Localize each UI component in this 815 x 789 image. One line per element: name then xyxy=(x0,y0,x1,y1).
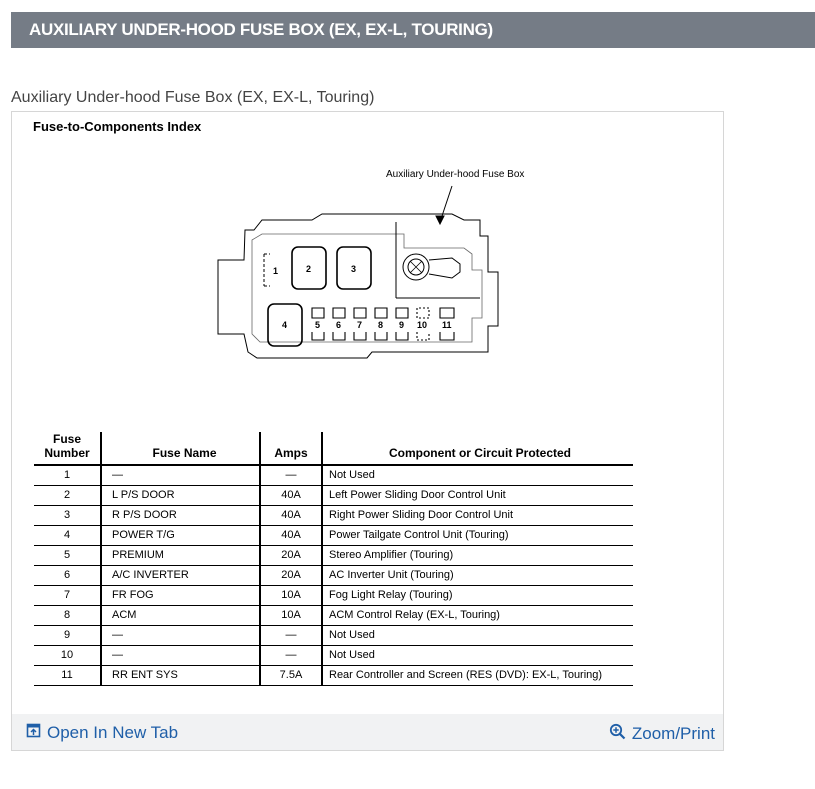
fuse-box-diagram xyxy=(12,112,723,412)
cell-amps: 40A xyxy=(260,526,322,546)
fuse-6-label: 6 xyxy=(336,320,342,330)
fuse-7-label: 7 xyxy=(357,320,363,330)
cell-amps: — xyxy=(260,626,322,646)
cell-name: POWER T/G xyxy=(101,526,260,546)
cell-num: 9 xyxy=(34,626,101,646)
header-fuse-number: Fuse Number xyxy=(34,432,101,465)
zoom-print-label: Zoom/Print xyxy=(631,724,715,743)
table-row xyxy=(34,506,633,526)
cell-name: FR FOG xyxy=(101,586,260,606)
cell-name: PREMIUM xyxy=(101,546,260,566)
fuse-table xyxy=(34,432,633,686)
figure-panel xyxy=(11,111,724,751)
cell-amps: — xyxy=(260,646,322,666)
cell-component: AC Inverter Unit (Touring) xyxy=(322,566,633,586)
header-amps: Amps xyxy=(260,432,322,465)
cell-name: R P/S DOOR xyxy=(101,506,260,526)
table-row xyxy=(34,646,633,666)
cell-component: Stereo Amplifier (Touring) xyxy=(322,546,633,566)
cell-component: Fog Light Relay (Touring) xyxy=(322,586,633,606)
table-row xyxy=(34,546,633,566)
cell-num: 7 xyxy=(34,586,101,606)
cell-component: Right Power Sliding Door Control Unit xyxy=(322,506,633,526)
cell-num: 4 xyxy=(34,526,101,546)
table-row xyxy=(34,486,633,506)
cell-component: Power Tailgate Control Unit (Touring) xyxy=(322,526,633,546)
open-in-new-tab-link[interactable] xyxy=(26,723,178,743)
fuse-2-label: 2 xyxy=(306,264,312,274)
header-fuse-name: Fuse Name xyxy=(101,432,260,465)
fuse-5-label: 5 xyxy=(315,320,321,330)
table-row xyxy=(34,606,633,626)
fuse-1-slot xyxy=(264,254,270,286)
fuse-8-label: 8 xyxy=(378,320,384,330)
cell-num: 10 xyxy=(34,646,101,666)
cell-num: 11 xyxy=(34,666,101,686)
cell-component: Not Used xyxy=(322,626,633,646)
fuse-4-label: 4 xyxy=(282,320,288,330)
cell-amps: 40A xyxy=(260,486,322,506)
figure-image[interactable] xyxy=(12,112,723,714)
fuse-9-label: 9 xyxy=(399,320,405,330)
cell-component: Not Used xyxy=(322,646,633,666)
table-row xyxy=(34,666,633,686)
fuse-1-label: 1 xyxy=(273,266,279,276)
cell-num: 2 xyxy=(34,486,101,506)
cell-amps: 7.5A xyxy=(260,666,322,686)
fuse-11-label: 11 xyxy=(442,320,452,330)
table-header-row xyxy=(34,432,633,465)
open-in-new-tab-icon xyxy=(26,723,41,743)
table-row xyxy=(34,626,633,646)
callout-label: Auxiliary Under-hood Fuse Box xyxy=(386,169,525,180)
section-header xyxy=(11,12,815,48)
magnifier-plus-icon xyxy=(609,723,626,745)
cell-num: 6 xyxy=(34,566,101,586)
table-row xyxy=(34,465,633,486)
cell-name: — xyxy=(101,646,260,666)
cell-amps: 20A xyxy=(260,546,322,566)
figure-title: Fuse-to-Components Index xyxy=(33,119,202,134)
cell-name: ACM xyxy=(101,606,260,626)
cell-amps: 10A xyxy=(260,586,322,606)
figure-caption: Auxiliary Under-hood Fuse Box (EX, EX-L, Touring) xyxy=(11,89,375,106)
cell-amps: — xyxy=(260,465,322,486)
cell-name: — xyxy=(101,465,260,486)
table-row xyxy=(34,566,633,586)
cell-num: 8 xyxy=(34,606,101,626)
cell-num: 5 xyxy=(34,546,101,566)
cell-amps: 10A xyxy=(260,606,322,626)
cell-component: Not Used xyxy=(322,465,633,486)
section-title: AUXILIARY UNDER-HOOD FUSE BOX (EX, EX-L, TOURING) xyxy=(29,20,493,39)
figure-footer xyxy=(12,714,723,750)
cell-num: 1 xyxy=(34,465,101,486)
cell-num: 3 xyxy=(34,506,101,526)
cell-component: Left Power Sliding Door Control Unit xyxy=(322,486,633,506)
cell-amps: 20A xyxy=(260,566,322,586)
open-in-new-tab-label: Open In New Tab xyxy=(47,723,179,742)
table-row xyxy=(34,526,633,546)
cell-component: Rear Controller and Screen (RES (DVD): EX-L, Touring) xyxy=(322,666,633,686)
cell-name: A/C INVERTER xyxy=(101,566,260,586)
zoom-print-link[interactable] xyxy=(609,723,715,745)
cell-amps: 40A xyxy=(260,506,322,526)
cell-name: L P/S DOOR xyxy=(101,486,260,506)
cell-component: ACM Control Relay (EX-L, Touring) xyxy=(322,606,633,626)
table-row xyxy=(34,586,633,606)
cell-name: RR ENT SYS xyxy=(101,666,260,686)
fuse-10-label: 10 xyxy=(417,320,428,330)
fuse-3-label: 3 xyxy=(351,264,357,274)
header-component: Component or Circuit Protected xyxy=(322,432,633,465)
cell-name: — xyxy=(101,626,260,646)
